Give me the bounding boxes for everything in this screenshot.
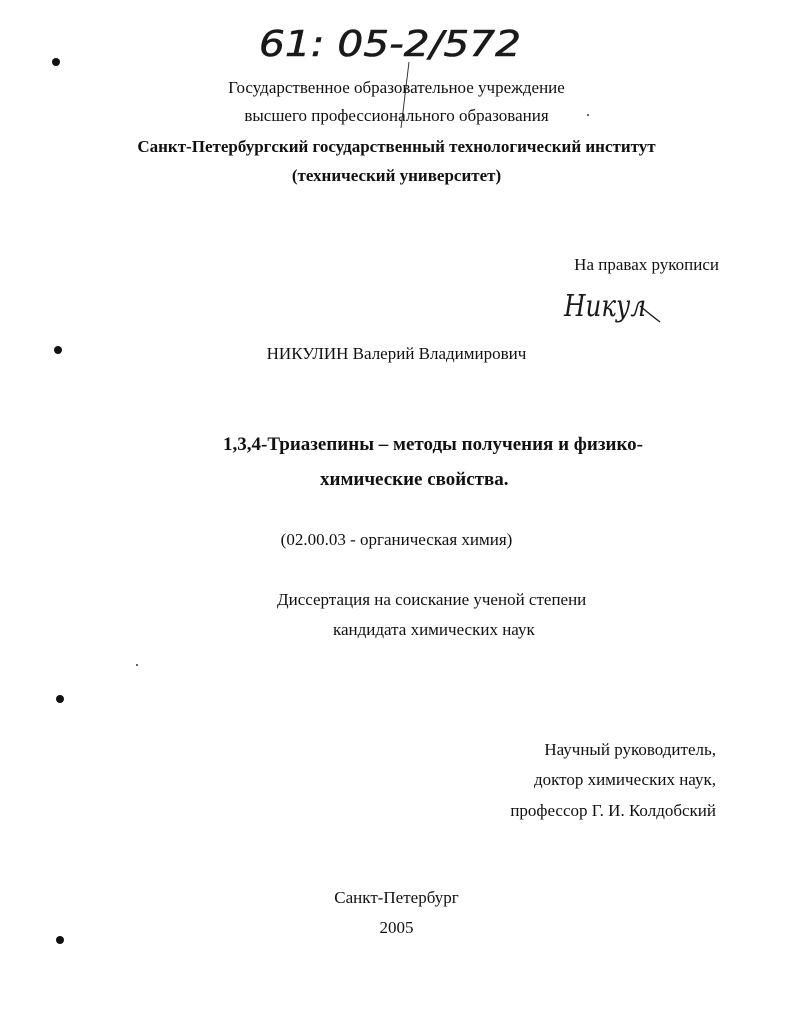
rights-note: На правах рукописи: [574, 255, 719, 274]
publication-place: Санкт-Петербург: [334, 888, 459, 907]
title-line-1: 1,3,4-Триазепины – методы получения и физико-: [223, 434, 643, 455]
degree-line-1: Диссертация на соискание ученой степени: [277, 590, 587, 609]
header-line-2: высшего профессионального образования: [244, 106, 549, 125]
scan-speck: [136, 664, 138, 666]
specialty: (02.00.03 - органическая химия): [280, 530, 513, 549]
institution-subtitle: (технический университет): [291, 166, 502, 185]
degree-line-2: кандидата химических наук: [333, 620, 535, 639]
supervisor-line-2: доктор химических наук,: [533, 770, 716, 789]
signature: [560, 282, 670, 330]
publication-year: 2005: [379, 918, 414, 937]
author-name: НИКУЛИН Валерий Владимирович: [266, 344, 527, 363]
binding-hole-mark: [56, 695, 64, 703]
institution-name: Санкт-Петербургский государственный технологический институт: [137, 137, 656, 156]
svg-text:Никул: Никул: [563, 289, 646, 324]
scan-speck: [587, 114, 589, 116]
svg-text:61: 05-2/572: 61: 05-2/572: [259, 24, 521, 65]
title-line-2: химические свойства.: [320, 469, 509, 490]
header-line-1: Государственное образовательное учреждение: [228, 78, 565, 97]
binding-hole-mark: [54, 346, 62, 354]
binding-hole-mark: [56, 936, 64, 944]
supervisor-line-3: профессор Г. И. Колдобский: [510, 801, 716, 820]
supervisor-line-1: Научный руководитель,: [544, 740, 716, 759]
binding-hole-mark: [52, 58, 60, 66]
